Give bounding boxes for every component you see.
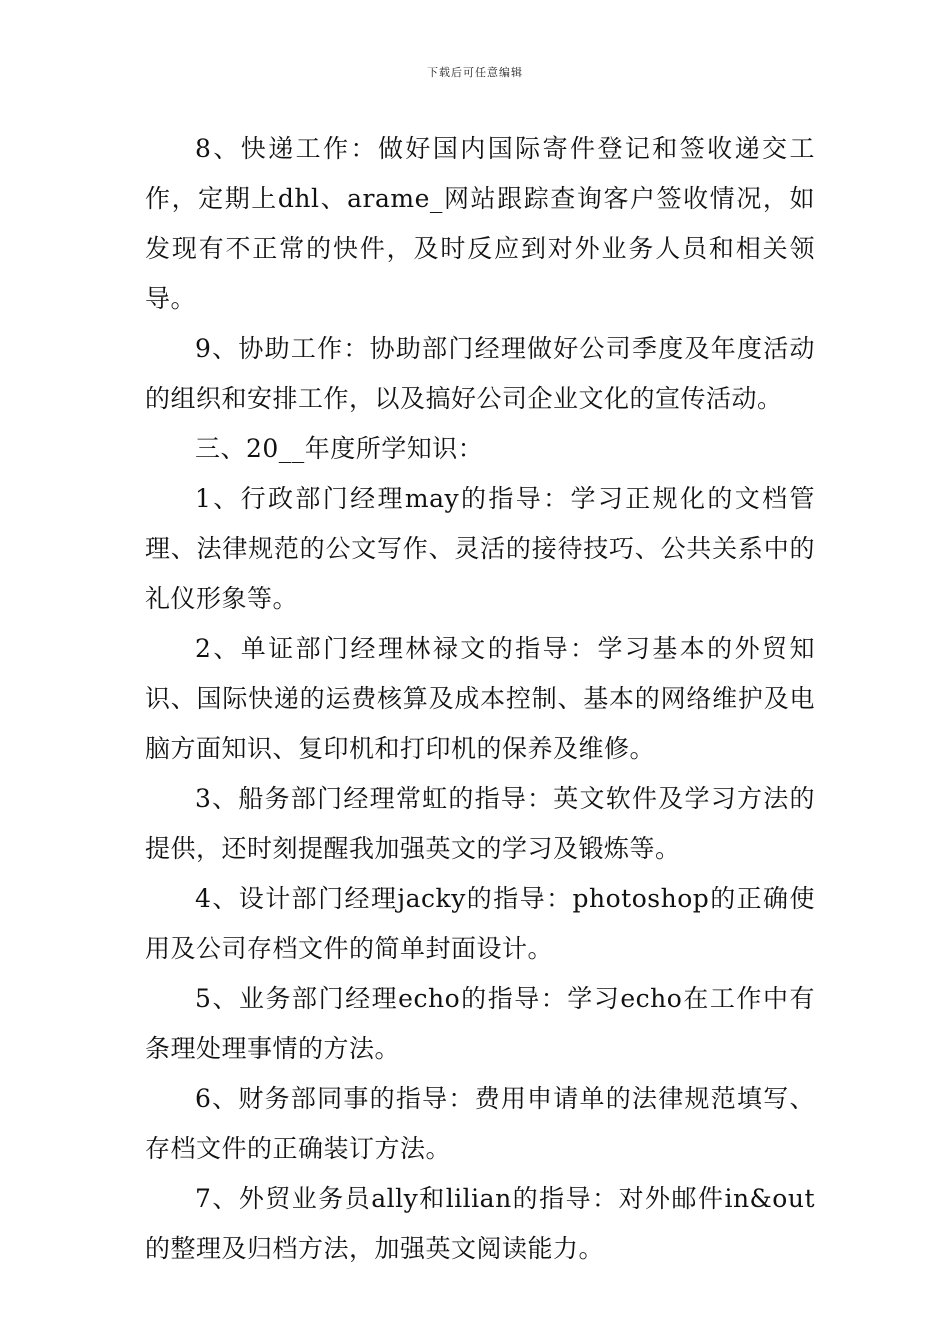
paragraph-knowledge-1: 1、行政部门经理may的指导：学习正规化的文档管理、法律规范的公文写作、灵活的接待技巧、公共关系中的礼仪形象等。 <box>145 484 815 613</box>
paragraph-knowledge-2: 2、单证部门经理林禄文的指导：学习基本的外贸知识、国际快递的运费核算及成本控制、基本的网络维护及电脑方面知识、复印机和打印机的保养及维修。 <box>145 634 815 763</box>
document-body <box>145 124 815 1274</box>
section-heading-knowledge: 三、20__年度所学知识： <box>195 434 484 463</box>
paragraph-item-9-assist: 9、协助工作：协助部门经理做好公司季度及年度活动的组织和安排工作，以及搞好公司企业文化的宣传活动。 <box>145 334 815 413</box>
paragraph-knowledge-6: 6、财务部同事的指导：费用申请单的法律规范填写、存档文件的正确装订方法。 <box>145 1084 815 1163</box>
page-header: 下载后可任意编辑 <box>427 66 523 79</box>
paragraph-item-8-express: 8、快递工作：做好国内国际寄件登记和签收递交工作，定期上dhl、arame_网站跟踪查询客户签收情况，如发现有不正常的快件，及时反应到对外业务人员和相关领导。 <box>145 134 815 313</box>
paragraph-knowledge-4: 4、设计部门经理jacky的指导：photoshop的正确使用及公司存档文件的简单封面设计。 <box>145 884 815 963</box>
paragraph-knowledge-7: 7、外贸业务员ally和lilian的指导：对外邮件in&out的整理及归档方法，加强英文阅读能力。 <box>145 1184 815 1263</box>
paragraph-knowledge-5: 5、业务部门经理echo的指导：学习echo在工作中有条理处理事情的方法。 <box>145 984 815 1063</box>
paragraph-knowledge-3: 3、船务部门经理常虹的指导：英文软件及学习方法的提供，还时刻提醒我加强英文的学习及锻炼等。 <box>145 784 815 863</box>
